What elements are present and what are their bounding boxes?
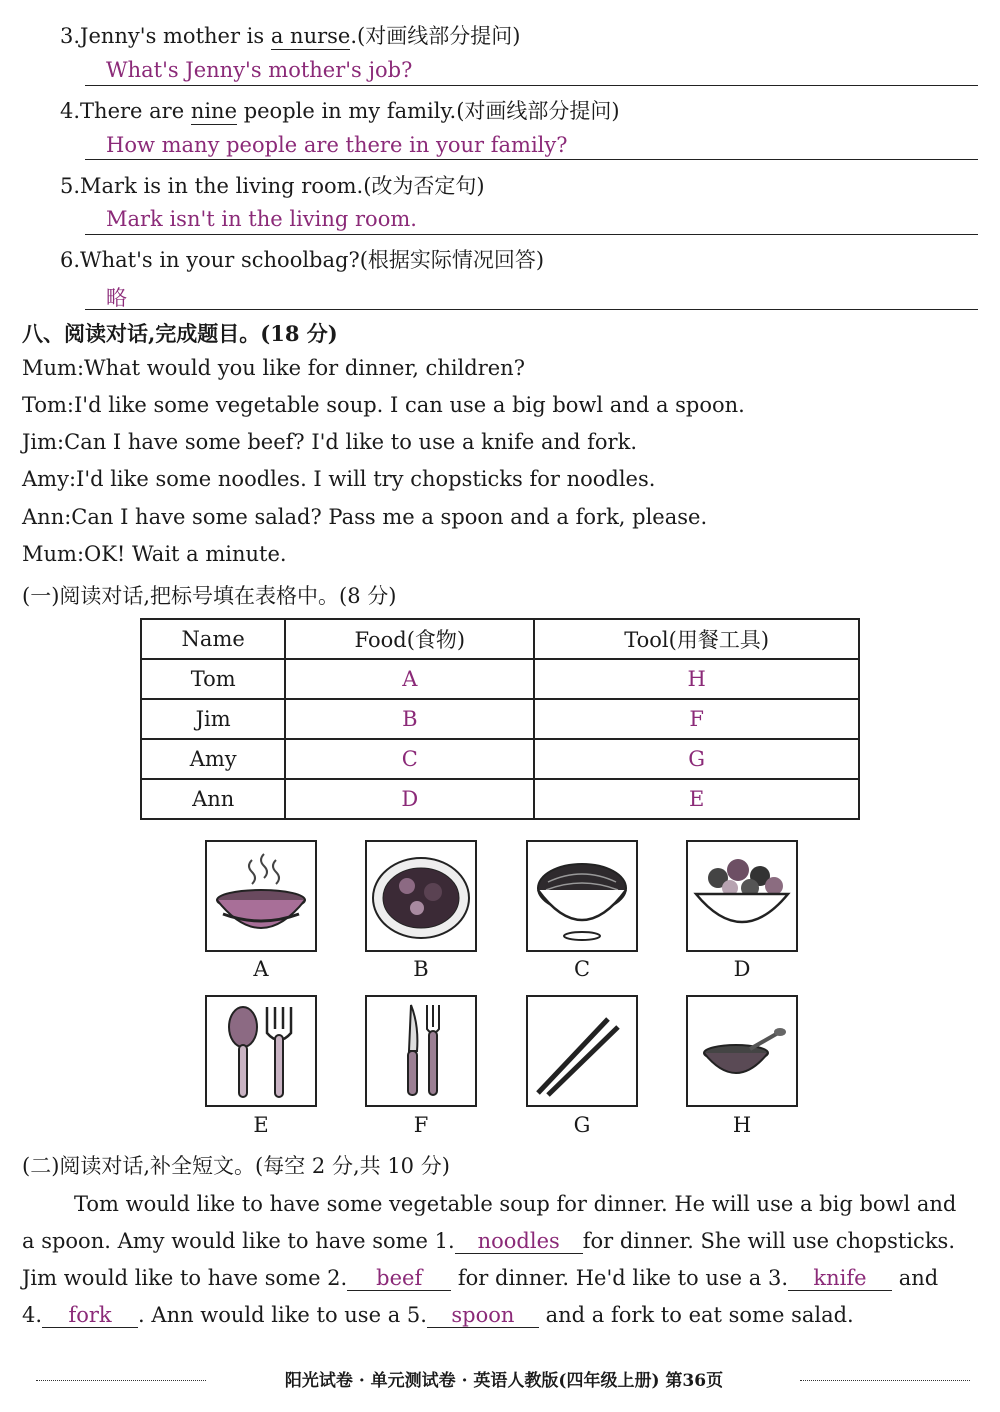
cell-tool: G	[534, 739, 859, 779]
passage-text: Jim would like to have some 2.	[22, 1266, 348, 1290]
table-row	[141, 779, 859, 819]
passage-line: Tom would like to have some vegetable soup for dinner. He will use a big bowl and	[74, 1192, 957, 1216]
question-3	[60, 20, 520, 50]
underlined-text: a nurse	[270, 24, 351, 48]
answer-5: Mark isn't in the living room.	[106, 207, 417, 231]
footer-dots	[800, 1380, 970, 1381]
question-text: people in my family.(对画线部分提问)	[237, 99, 620, 123]
question-5: 5.Mark is in the living room.(改为否定句)	[60, 174, 485, 198]
underlined-text: nine	[190, 99, 238, 123]
passage-text: . Ann would like to use a 5.	[138, 1303, 427, 1327]
part1-title: (一)阅读对话,把标号填在表格中。(8 分)	[22, 584, 397, 608]
table-row	[141, 699, 859, 739]
passage	[22, 1186, 982, 1334]
passage-text: 4.	[22, 1303, 43, 1327]
picture-label: C	[573, 957, 591, 981]
cell-food: B	[285, 699, 534, 739]
cell-food: A	[285, 659, 534, 699]
chopsticks-icon	[526, 995, 638, 1107]
knife-fork-icon	[365, 995, 477, 1107]
table-header	[141, 619, 859, 659]
passage-line	[22, 1223, 982, 1260]
dialogue-line: Amy:I'd like some noodles. I will try chopsticks for noodles.	[22, 467, 656, 491]
section-title: 八、阅读对话,完成题目。(18 分)	[22, 321, 338, 346]
header-food: Food(食物)	[285, 619, 534, 659]
answer-3: What's Jenny's mother's job?	[106, 58, 413, 82]
noodles-bowl-icon	[526, 840, 638, 952]
dialogue-line: Ann:Can I have some salad? Pass me a spoon and a fork, please.	[22, 505, 708, 529]
passage-line	[22, 1297, 982, 1334]
passage-text: and	[892, 1266, 939, 1290]
answer-line	[85, 85, 978, 86]
passage-text: for dinner. He'd like to use a 3.	[451, 1266, 789, 1290]
beef-plate-icon	[365, 840, 477, 952]
cell-tool: H	[534, 659, 859, 699]
table-row	[141, 739, 859, 779]
passage-text: and a fork to eat some salad.	[538, 1303, 854, 1327]
header-tool: Tool(用餐工具)	[534, 619, 859, 659]
cell-tool: F	[534, 699, 859, 739]
question-text: 3.Jenny's mother is	[60, 24, 271, 48]
cell-name: Ann	[141, 779, 285, 819]
dialogue-line: Jim:Can I have some beef? I'd like to use a knife and fork.	[22, 430, 637, 454]
picture-label: H	[732, 1113, 752, 1137]
cell-food: C	[285, 739, 534, 779]
cell-name: Tom	[141, 659, 285, 699]
passage-text: a spoon. Amy would like to have some 1.	[22, 1229, 455, 1253]
blank-5: spoon	[427, 1303, 539, 1328]
answer-line	[85, 234, 978, 235]
part2-title: (二)阅读对话,补全短文。(每空 2 分,共 10 分)	[22, 1154, 450, 1178]
cell-food: D	[285, 779, 534, 819]
cell-tool: E	[534, 779, 859, 819]
question-text: 4.There are	[60, 99, 191, 123]
answer-6: 略	[106, 286, 127, 310]
picture-label: E	[253, 1113, 269, 1137]
cell-name: Jim	[141, 699, 285, 739]
dialogue-line: Tom:I'd like some vegetable soup. I can use a big bowl and a spoon.	[22, 393, 745, 417]
footer-text: 阳光试卷 · 单元测试卷 · 英语人教版(四年级上册) 第36页	[284, 1371, 724, 1391]
dialogue-line: Mum:What would you like for dinner, children?	[22, 356, 525, 380]
footer-dots	[36, 1380, 206, 1381]
picture-label: A	[253, 957, 269, 981]
question-4	[60, 95, 620, 125]
question-6: 6.What's in your schoolbag?(根据实际情况回答)	[60, 248, 545, 272]
answer-4: How many people are there in your family?	[106, 133, 568, 157]
spoon-fork-icon	[205, 995, 317, 1107]
picture-label: B	[413, 957, 429, 981]
blank-3: knife	[788, 1266, 892, 1291]
dialogue-line: Mum:OK! Wait a minute.	[22, 542, 287, 566]
salad-bowl-icon	[686, 840, 798, 952]
picture-label: G	[573, 1113, 591, 1137]
header-name: Name	[141, 619, 285, 659]
table-row	[141, 659, 859, 699]
picture-label: D	[733, 957, 751, 981]
soup-bowl-icon	[205, 840, 317, 952]
picture-label: F	[413, 1113, 429, 1137]
question-text: .(对画线部分提问)	[350, 24, 521, 48]
blank-1: noodles	[455, 1229, 583, 1254]
blank-2: beef	[347, 1266, 451, 1291]
bowl-spoon-icon	[686, 995, 798, 1107]
cell-name: Amy	[141, 739, 285, 779]
answer-line	[85, 159, 978, 160]
answer-line	[85, 309, 978, 310]
passage-line	[22, 1260, 982, 1297]
blank-4: fork	[42, 1303, 138, 1328]
passage-text: for dinner. She will use chopsticks.	[582, 1229, 955, 1253]
answer-table	[140, 618, 860, 820]
